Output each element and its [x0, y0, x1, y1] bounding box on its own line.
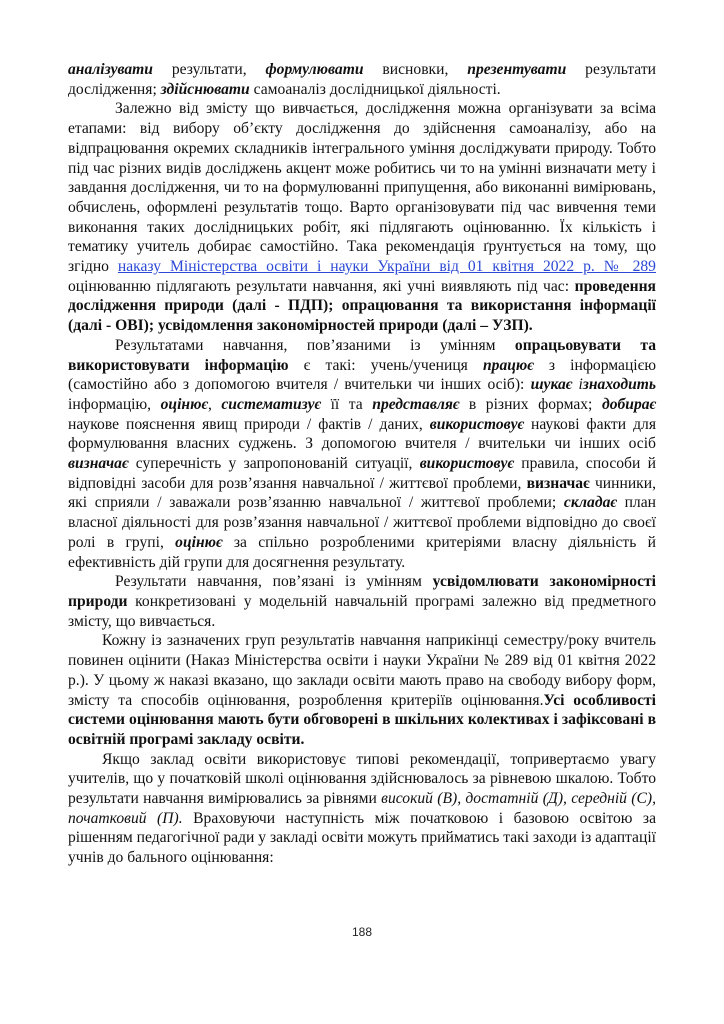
document-page — [68, 60, 656, 868]
emph-works: працює — [482, 356, 534, 374]
emph-searches: шукає — [530, 376, 573, 394]
paragraph-6 — [68, 750, 656, 868]
emph-perform: здійснювати — [160, 80, 250, 98]
text: результати дослідження; — [68, 61, 656, 98]
emph-finds: знаходить — [582, 376, 656, 394]
text: є такі: учень/учениця — [288, 356, 483, 374]
text: Результатами навчання, пов’язаними із умінням — [115, 336, 515, 354]
bold-skill-nature: усвідомлювати закономірності природи — [68, 573, 656, 610]
page-number: 188 — [351, 925, 373, 939]
text: її та — [321, 395, 373, 413]
bold-features: Усі особливості системи оцінювання мають бути обговорені в шкільних колективах і зафіксовані в освітній програмі закладу освіти. — [68, 691, 656, 748]
emph-evaluates: оцінює — [160, 395, 208, 413]
emph-composes: складає — [563, 494, 617, 512]
text: самоаналіз дослідницької діяльності. — [249, 80, 501, 98]
text: суперечність у запропонованій ситуації, — [128, 455, 420, 473]
italic-levels: високий (В), достатній (Д), середній (С), початковий (П). — [68, 790, 656, 827]
text: Результати навчання, пов’язані із умінням — [115, 573, 433, 591]
text: правила, способи й відповідні засоби для розв’язання навчальної / життєвої проблеми, — [68, 455, 656, 492]
text: , — [207, 395, 222, 413]
text: інформацію, — [68, 395, 161, 413]
emph-uses: використовує — [429, 415, 524, 433]
text: конкретизовані у модельній навчальній програмі залежно від предметного змісту, що вивчається. — [68, 592, 656, 630]
emph-selects: добирає — [601, 395, 657, 413]
text: план власної діяльності для розв’язання навчальної / життєвої проблеми відповідно до своєї ролі в групі, — [68, 494, 656, 551]
emph-evaluates-2: оцінює — [175, 533, 223, 551]
paragraph-5 — [68, 631, 656, 749]
text: Якщо заклад освіти використовує типові рекомендації, топривертаємо увагу учителів, що у початковій школі оцінювання здійснювалось за рівневою шкалою. Тобто результати навчання вимірювались за рівнями — [68, 750, 656, 808]
bold-determines: визначає — [526, 474, 590, 492]
paragraph-4 — [68, 572, 656, 631]
text: за спільно розробленими критеріями власну діяльність й ефективність дій групи для досягнення результату. — [68, 533, 656, 571]
text: оцінюванню підлягають результати навчання, які учні виявляють під час: — [68, 277, 575, 295]
emph-analyze: аналізувати — [68, 61, 153, 78]
text: наукове пояснення явищ природи / фактів / даних, — [68, 415, 430, 433]
paragraph-3 — [68, 336, 656, 572]
text: Залежно від змісту що вивчається, дослідження можна організувати за всіма етапами: від вибору об’єкту дослідження до здійснення самоаналізу, або на відпрацювання окремих складників інтегрального уміння досліджувати природу. Тобто під час різних видів досліджень акцент може робитись чи то на умінні визначати мету і завдання дослідження, чи то на формулюванні припущення, або виконанні вимірювань, обчислень, оформлені результатів тощо. Варто організовувати під час вивчення теми виконання таких дослідницьких робіт, які підлягають оцінюванню. Їх кількість і тематику учитель добирає самостійно. Така рекомендація ґрунтується на тому, що згідно — [68, 100, 656, 276]
emph-uses-2: використовує — [419, 455, 514, 473]
emph-i: і — [578, 376, 583, 394]
emph-formulate: формулювати — [265, 61, 364, 78]
emph-represents: представляє — [372, 395, 460, 413]
text: наукові факти для формулювання власних суджень. З допомогою вчителя / вчительки чи інших осіб — [68, 415, 656, 453]
order-link[interactable]: наказу Міністерства освіти і науки України від 01 квітня 2022 р. № 289 — [117, 258, 656, 276]
text: висновки, — [363, 61, 468, 78]
text: результати, — [152, 61, 266, 78]
paragraph-2 — [68, 99, 656, 335]
text: Враховуючи наступність між початковою і базовою освітою за рішенням педагогічної ради у закладі освіти можуть прийматись такі заходи із адаптації учнів до бального оцінювання: — [68, 809, 656, 867]
text: в різних формах; — [459, 395, 602, 413]
bold-outcomes: проведення дослідження природи (далі - ПДП); опрацювання та використання інформації (далі - ОВІ); усвідомлення закономірностей природи (далі – УЗП). — [68, 277, 656, 335]
emph-systematizes: систематизує — [221, 395, 322, 413]
text: чинники, які сприяли / заважали розв’язанню навчальної / життєвої проблеми; — [68, 474, 656, 512]
paragraph-1 — [68, 60, 656, 99]
emph-determines: визначає — [68, 455, 129, 473]
text: з інформацією (самостійно або з допомогою вчителя / вчительки чи інших осіб): — [68, 356, 656, 394]
bold-skill: опрацьовувати та використовувати інформацію — [68, 336, 656, 374]
emph-present: презентувати — [467, 61, 567, 78]
text: Кожну із зазначених груп результатів навчання наприкінці семестру/року вчитель повинен оцінити (Наказ Міністерства освіти і науки України № 289 від 01 квітня 2022 р.). У цьому ж наказі вказано, що заклади освіти мають право на свободу вибору форм, змісту та способів оцінювання, розроблення критеріїв оцінювання. — [68, 632, 656, 709]
